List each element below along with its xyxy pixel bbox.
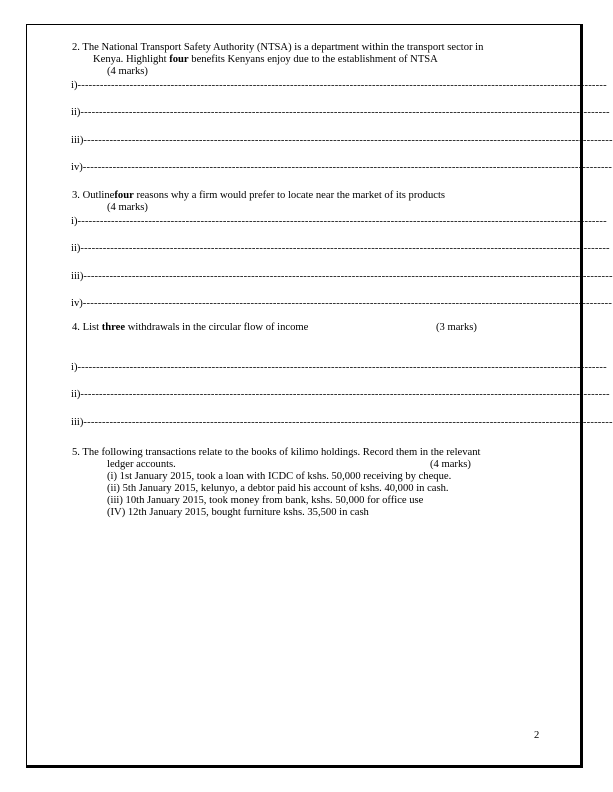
page-number: 2 <box>534 730 540 741</box>
q5-item-3: (iii) 10th January 2015, took money from bank, kshs. 50,000 for office use <box>107 495 424 506</box>
q2-line1: 2. The National Transport Safety Authority (NTSA) is a department within the transport sector in <box>72 42 484 53</box>
q3-answer-line-2[interactable]: ii)---------------------------------------------------------------------------------------------------------------------------------------------- <box>71 243 610 254</box>
q4-marks: (3 marks) <box>436 322 477 333</box>
q5-item-1: (i) 1st January 2015, took a loan with ICDC of kshs. 50,000 receiving by cheque. <box>107 471 452 482</box>
q3-line1: 3. Outlinefour reasons why a firm would prefer to locate near the market of its products <box>72 190 446 201</box>
q2-line2: Kenya. Highlight four benefits Kenyans enjoy due to the establishment of NTSA <box>93 54 438 65</box>
q3-marks: (4 marks) <box>107 202 148 213</box>
q5-item-2: (ii) 5th January 2015, kelunyo, a debtor paid his account of kshs. 40,000 in cash. <box>107 483 449 494</box>
q5-marks: (4 marks) <box>430 459 471 470</box>
q3-answer-line-1[interactable]: i)---------------------------------------------------------------------------------------------------------------------------------------------- <box>71 216 607 227</box>
q2-marks: (4 marks) <box>107 66 148 77</box>
q2-answer-line-3[interactable]: iii)---------------------------------------------------------------------------------------------------------------------------------------------- <box>71 135 613 146</box>
q4-line1: 4. List three withdrawals in the circular flow of income <box>72 322 309 333</box>
q4-answer-line-1[interactable]: i)---------------------------------------------------------------------------------------------------------------------------------------------- <box>71 362 607 373</box>
q4-answer-line-2[interactable]: ii)---------------------------------------------------------------------------------------------------------------------------------------------- <box>71 389 610 400</box>
q5-line2: ledger accounts. <box>107 459 176 470</box>
q5-line1: 5. The following transactions relate to the books of kilimo holdings. Record them in the relevant <box>72 447 481 458</box>
q2-answer-line-2[interactable]: ii)---------------------------------------------------------------------------------------------------------------------------------------------- <box>71 107 610 118</box>
q5-item-4: (IV) 12th January 2015, bought furniture kshs. 35,500 in cash <box>107 507 369 518</box>
q3-answer-line-4[interactable]: iv)---------------------------------------------------------------------------------------------------------------------------------------------- <box>71 298 613 309</box>
q4-answer-line-3[interactable]: iii)---------------------------------------------------------------------------------------------------------------------------------------------- <box>71 417 613 428</box>
q2-answer-line-1[interactable]: i)---------------------------------------------------------------------------------------------------------------------------------------------- <box>71 80 607 91</box>
q3-answer-line-3[interactable]: iii)---------------------------------------------------------------------------------------------------------------------------------------------- <box>71 271 613 282</box>
q2-answer-line-4[interactable]: iv)---------------------------------------------------------------------------------------------------------------------------------------------- <box>71 162 613 173</box>
